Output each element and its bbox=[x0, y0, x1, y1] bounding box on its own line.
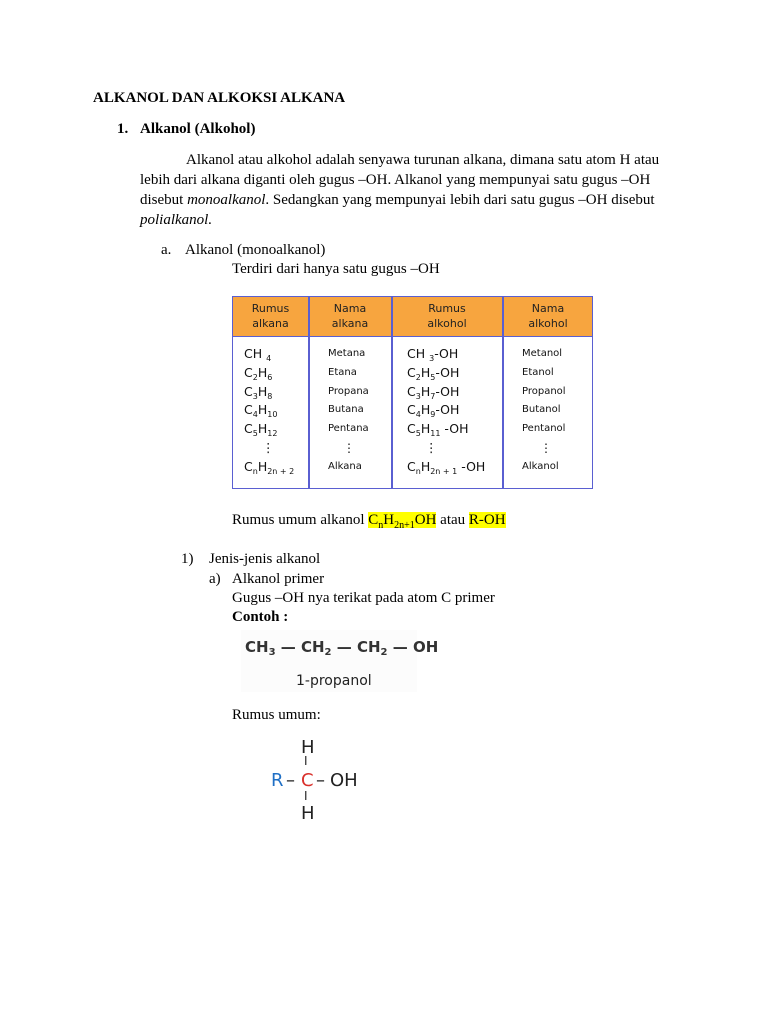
header-cell: Rumus alkohol bbox=[427, 302, 467, 330]
hydrogen-top: H bbox=[301, 737, 315, 758]
types-label: 1) bbox=[181, 551, 194, 567]
table-cell: $C_nH_{2n + 2}$ bbox=[244, 458, 295, 476]
primary-heading: Alkanol primer bbox=[232, 571, 325, 587]
header-cell: Nama alkohol bbox=[528, 302, 568, 330]
section-number: 1. bbox=[117, 121, 129, 137]
bond-right: – bbox=[316, 770, 325, 791]
highlighted-r-oh: R-OH bbox=[468, 512, 506, 528]
paragraph-line: Alkanol atau alkohol adalah senyawa turunan alkana, dimana satu atom H atau bbox=[186, 152, 660, 168]
table-cell: $C_4H_9-OH$ bbox=[407, 402, 460, 420]
table-cell: Pentana bbox=[328, 423, 369, 435]
header-cell: Nama alkana bbox=[331, 302, 369, 330]
table-cell: $C_2H_5-OH$ bbox=[407, 364, 460, 382]
table-cell: $C_nH_{2n + 1}$ -OH bbox=[407, 458, 486, 476]
table-cell: $C_3H_7-OH$ bbox=[407, 383, 460, 401]
table-cell: ⋮ bbox=[540, 440, 552, 455]
hydrogen-bottom: H bbox=[301, 803, 315, 824]
table-cell: CH $_4$ bbox=[244, 346, 272, 363]
table-cell: Propana bbox=[328, 385, 369, 397]
table-cell: Etana bbox=[328, 366, 357, 378]
section-heading: Alkanol (Alkohol) bbox=[140, 121, 256, 137]
table-cell: ⋮ bbox=[425, 439, 438, 455]
paragraph-line bbox=[140, 210, 680, 230]
table-cell: $C_3H_8$ bbox=[244, 383, 273, 401]
table-cell: ⋮ bbox=[343, 440, 355, 455]
general-structure-label: Rumus umum: bbox=[232, 707, 321, 723]
header-cell: Rumus alkana bbox=[251, 302, 290, 330]
alkanol-table bbox=[232, 296, 593, 489]
paragraph-line: lebih dari alkana diganti oleh gugus –OH. Alkanol yang mempunyai satu gugus –OH bbox=[140, 172, 651, 188]
intro-paragraph bbox=[140, 150, 680, 230]
subsection-heading: Alkanol (monoalkanol) bbox=[185, 242, 326, 258]
table-cell: Alkanol bbox=[522, 460, 559, 472]
alcohol-name-column bbox=[522, 345, 566, 477]
primary-desc: Gugus –OH nya terikat pada atom C primer bbox=[232, 590, 495, 606]
table-cell: $C_4H_{10}$ bbox=[244, 402, 278, 420]
example-label: Contoh : bbox=[232, 609, 289, 625]
carbon-center: C bbox=[301, 770, 314, 791]
propanol-formula: $CH_3$ — $CH_2$ — $CH_2$ — OH bbox=[245, 638, 439, 658]
bond-left: – bbox=[286, 770, 295, 791]
table-cell: $C_5H_{12}$ bbox=[244, 421, 278, 439]
document-title: ALKANOL DAN ALKOKSI ALKANA bbox=[93, 90, 346, 106]
monoalkanol-term: monoalkanol bbox=[187, 192, 266, 208]
alkane-name-column bbox=[328, 345, 369, 477]
table-cell: Butanol bbox=[522, 404, 561, 416]
table-cell: ⋮ bbox=[262, 439, 275, 455]
table-cell: $C_2H_6$ bbox=[244, 364, 273, 382]
alkane-formula-column bbox=[244, 345, 294, 477]
table-cell: Etanol bbox=[522, 366, 554, 378]
table-cell: Pentanol bbox=[522, 423, 566, 435]
subsection-desc: Terdiri dari hanya satu gugus –OH bbox=[232, 261, 440, 277]
primary-label: a) bbox=[209, 571, 221, 587]
r-group: R bbox=[271, 770, 284, 791]
table-cell: $C_5H_{11}$ -OH bbox=[407, 421, 469, 439]
bond-top: I bbox=[304, 754, 308, 768]
polialkanol-term: polialkanol. bbox=[140, 212, 213, 228]
table-cell: Propanol bbox=[522, 385, 566, 397]
general-formula-line: Rumus umum alkanol $C_nH_{2n+1}OH$ atau R-OH bbox=[232, 512, 506, 531]
types-heading: Jenis-jenis alkanol bbox=[209, 551, 321, 567]
table-cell: Metana bbox=[328, 348, 366, 359]
table-cell: Metanol bbox=[522, 348, 563, 359]
propanol-name: 1-propanol bbox=[296, 673, 372, 689]
highlighted-formula: $C_nH_{2n+1}OH$ bbox=[368, 512, 437, 531]
subsection-label: a. bbox=[161, 242, 172, 258]
table-cell: CH $_3$-OH bbox=[407, 346, 459, 363]
paragraph-line: disebut monoalkanol. Sedangkan yang mempunyai lebih dari satu gugus –OH disebut bbox=[140, 192, 655, 208]
primary-alcohol-structure bbox=[268, 737, 368, 823]
hydroxyl-group: OH bbox=[330, 770, 358, 791]
alcohol-formula-column bbox=[407, 345, 485, 477]
bond-bottom: I bbox=[304, 789, 308, 803]
table-cell: Alkana bbox=[328, 460, 362, 472]
table-cell: Butana bbox=[328, 404, 364, 416]
